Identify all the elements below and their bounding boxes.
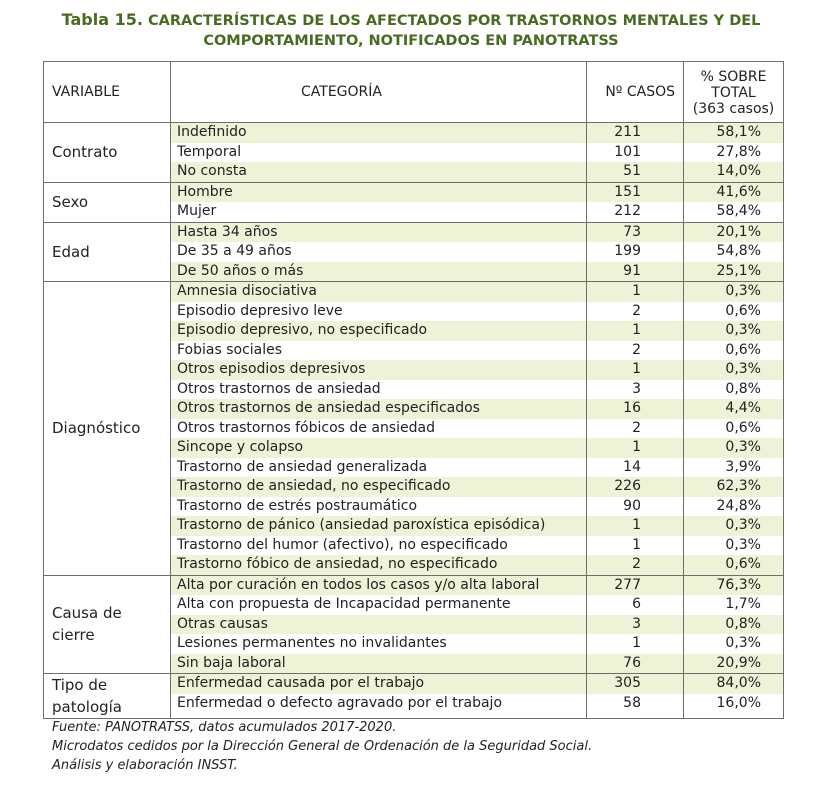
category-label: Otros trastornos de ansiedad especificados bbox=[171, 399, 586, 419]
cases-cell bbox=[587, 674, 684, 719]
cases-value: 2 bbox=[587, 555, 683, 575]
category-label: Otros trastornos fóbicos de ansiedad bbox=[177, 419, 435, 436]
percent-value: 1,7% bbox=[725, 596, 761, 612]
percent-value: 84,0% bbox=[684, 674, 783, 694]
percent-value: 0,6% bbox=[725, 341, 761, 358]
table-group bbox=[44, 674, 784, 719]
category-cell bbox=[171, 282, 587, 576]
header-percent-line1: % SOBRE bbox=[700, 69, 767, 85]
cases-value: 1 bbox=[587, 321, 683, 341]
category-label: Trastorno de ansiedad, no especificado bbox=[171, 477, 586, 497]
percent-cell bbox=[684, 282, 784, 576]
percent-value: 25,1% bbox=[684, 262, 783, 282]
percent-cell bbox=[684, 123, 784, 183]
percent-value: 24,8% bbox=[716, 497, 761, 514]
category-label: Enfermedad o defecto agravado por el trabajo bbox=[177, 694, 503, 711]
percent-value: 58,4% bbox=[716, 203, 761, 219]
percent-cell bbox=[684, 182, 784, 222]
table-group bbox=[44, 282, 784, 576]
cases-cell bbox=[587, 575, 684, 674]
category-label: Trastorno fóbico de ansiedad, no especificado bbox=[171, 555, 586, 575]
percent-value: 0,3% bbox=[684, 438, 783, 458]
table-title bbox=[20, 10, 802, 51]
variable-label: Edad bbox=[52, 242, 90, 261]
variable-cell bbox=[44, 123, 171, 183]
cases-value: 101 bbox=[614, 143, 641, 160]
category-label: Enfermedad causada por el trabajo bbox=[171, 674, 586, 694]
cases-value: 1 bbox=[587, 438, 683, 458]
percent-value: 0,3% bbox=[725, 635, 761, 651]
cases-value: 211 bbox=[587, 123, 683, 143]
category-label: De 35 a 49 años bbox=[177, 243, 292, 259]
cases-value: 1 bbox=[632, 536, 641, 553]
percent-cell bbox=[684, 674, 784, 719]
cases-value: 2 bbox=[632, 302, 641, 319]
category-cell bbox=[171, 575, 587, 674]
header-percent-line3: (363 casos) bbox=[692, 101, 775, 117]
header-percent-line2: TOTAL bbox=[711, 85, 756, 101]
percent-value: 0,3% bbox=[684, 360, 783, 380]
cases-value: 2 bbox=[632, 341, 641, 358]
category-label: Trastorno de ansiedad generalizada bbox=[177, 458, 428, 475]
cases-value: 226 bbox=[587, 477, 683, 497]
cases-table bbox=[43, 61, 784, 719]
header-casos: Nº CASOS bbox=[587, 62, 684, 123]
variable-label: Sexo bbox=[52, 193, 89, 211]
variable-cell bbox=[44, 222, 171, 282]
category-label: Temporal bbox=[177, 143, 242, 160]
footer-analysis: Análisis y elaboración INSST. bbox=[52, 758, 238, 773]
cases-value: 277 bbox=[587, 576, 683, 596]
percent-value: 0,3% bbox=[684, 282, 783, 302]
category-label: Amnesia disociativa bbox=[171, 282, 586, 302]
category-cell bbox=[171, 674, 587, 719]
percent-value: 27,8% bbox=[716, 143, 761, 160]
percent-value: 58,1% bbox=[684, 123, 783, 143]
cases-value: 3 bbox=[587, 615, 683, 635]
category-label: Episodio depresivo, no especificado bbox=[171, 321, 586, 341]
category-label: Alta por curación en todos los casos y/o alta laboral bbox=[171, 576, 586, 596]
table-group bbox=[44, 222, 784, 282]
header-variable: VARIABLE bbox=[44, 62, 171, 123]
category-label: Episodio depresivo leve bbox=[177, 302, 343, 319]
cases-cell bbox=[587, 282, 684, 576]
variable-label: Tipo de bbox=[52, 676, 108, 694]
percent-value: 16,0% bbox=[716, 694, 761, 711]
category-label: Trastorno del humor (afectivo), no especificado bbox=[177, 536, 508, 553]
variable-label: Causa de bbox=[52, 604, 122, 623]
header-percent bbox=[684, 62, 784, 123]
table-group bbox=[44, 123, 784, 183]
cases-cell bbox=[587, 182, 684, 222]
cases-value: 14 bbox=[623, 458, 641, 475]
category-label: Otras causas bbox=[171, 615, 586, 635]
cases-value: 91 bbox=[587, 262, 683, 282]
percent-value: 0,3% bbox=[725, 536, 761, 553]
table-group bbox=[44, 182, 784, 222]
table-title-text: CARACTERÍSTICAS DE LOS AFECTADOS POR TRASTORNOS MENTALES Y DEL bbox=[147, 13, 761, 29]
variable-label: cierre bbox=[52, 626, 95, 645]
category-cell bbox=[171, 182, 587, 222]
cases-value: 58 bbox=[623, 694, 641, 711]
percent-value: 20,9% bbox=[684, 654, 783, 674]
cases-value: 16 bbox=[587, 399, 683, 419]
cases-value: 1 bbox=[587, 360, 683, 380]
percent-value: 41,6% bbox=[684, 183, 783, 203]
table-title-label: Tabla 15. bbox=[61, 10, 143, 29]
percent-value: 0,8% bbox=[725, 380, 761, 397]
percent-value: 14,0% bbox=[684, 162, 783, 182]
cases-value: 6 bbox=[632, 596, 641, 612]
variable-cell bbox=[44, 674, 171, 719]
cases-value: 151 bbox=[587, 183, 683, 203]
percent-value: 0,3% bbox=[684, 516, 783, 536]
category-label: Trastorno de pánico (ansiedad paroxística episódica) bbox=[171, 516, 586, 536]
variable-label: patología bbox=[52, 698, 122, 716]
percent-value: 0,6% bbox=[725, 302, 761, 319]
category-label: Lesiones permanentes no invalidantes bbox=[177, 635, 447, 651]
percent-value: 76,3% bbox=[684, 576, 783, 596]
percent-value: 62,3% bbox=[684, 477, 783, 497]
footer-source: Fuente: PANOTRATSS, datos acumulados 2017-2020. bbox=[52, 720, 397, 735]
category-cell bbox=[171, 222, 587, 282]
cases-value: 1 bbox=[587, 516, 683, 536]
category-label: No consta bbox=[171, 162, 586, 182]
category-label: Hombre bbox=[171, 183, 586, 203]
cases-value: 199 bbox=[614, 243, 641, 259]
header-categoria: CATEGORÍA bbox=[171, 62, 587, 123]
header-row bbox=[44, 62, 784, 123]
cases-value: 76 bbox=[587, 654, 683, 674]
category-label: Hasta 34 años bbox=[171, 223, 586, 243]
cases-value: 212 bbox=[614, 203, 641, 219]
category-label: Indefinido bbox=[171, 123, 586, 143]
category-label: Otros trastornos de ansiedad bbox=[177, 380, 381, 397]
category-label: Alta con propuesta de Incapacidad permanente bbox=[177, 596, 511, 612]
table-group bbox=[44, 575, 784, 674]
variable-cell bbox=[44, 282, 171, 576]
category-cell bbox=[171, 123, 587, 183]
table-footer bbox=[52, 718, 592, 775]
category-label: De 50 años o más bbox=[171, 262, 586, 282]
cases-value: 1 bbox=[632, 635, 641, 651]
category-label: Fobias sociales bbox=[177, 341, 283, 358]
percent-cell bbox=[684, 575, 784, 674]
percent-value: 4,4% bbox=[684, 399, 783, 419]
percent-value: 0,6% bbox=[725, 419, 761, 436]
cases-value: 305 bbox=[587, 674, 683, 694]
cases-value: 2 bbox=[632, 419, 641, 436]
category-label: Trastorno de estrés postraumático bbox=[177, 497, 418, 514]
cases-value: 1 bbox=[587, 282, 683, 302]
cases-cell bbox=[587, 123, 684, 183]
variable-cell bbox=[44, 575, 171, 674]
category-label: Otros episodios depresivos bbox=[171, 360, 586, 380]
variable-label: Contrato bbox=[52, 143, 118, 162]
footer-microdata: Microdatos cedidos por la Dirección General de Ordenación de la Seguridad Social. bbox=[52, 739, 593, 754]
cases-value: 73 bbox=[587, 223, 683, 243]
cases-value: 90 bbox=[623, 497, 641, 514]
percent-value: 54,8% bbox=[716, 243, 761, 259]
variable-label: Diagnóstico bbox=[52, 419, 141, 438]
variable-cell bbox=[44, 182, 171, 222]
percent-value: 0,8% bbox=[684, 615, 783, 635]
cases-value: 3 bbox=[632, 380, 641, 397]
percent-cell bbox=[684, 222, 784, 282]
category-label: Sincope y colapso bbox=[171, 438, 586, 458]
category-label: Sin baja laboral bbox=[171, 654, 586, 674]
percent-value: 20,1% bbox=[684, 223, 783, 243]
percent-value: 3,9% bbox=[725, 458, 761, 475]
table-body bbox=[44, 123, 784, 719]
percent-value: 0,6% bbox=[684, 555, 783, 575]
percent-value: 0,3% bbox=[684, 321, 783, 341]
category-label: Mujer bbox=[177, 203, 217, 219]
cases-cell bbox=[587, 222, 684, 282]
table-title-line2: COMPORTAMIENTO, NOTIFICADOS EN PANOTRATSS bbox=[203, 33, 619, 49]
cases-value: 51 bbox=[587, 162, 683, 182]
